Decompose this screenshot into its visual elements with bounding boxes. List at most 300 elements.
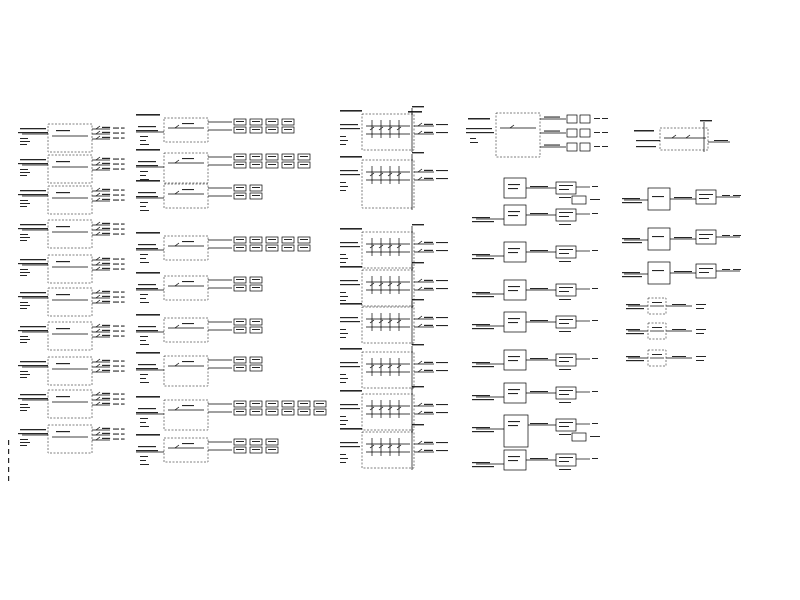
breaker-symbol xyxy=(96,300,100,303)
label-text xyxy=(472,324,490,325)
label-text xyxy=(468,118,490,120)
breaker-symbol xyxy=(175,191,179,194)
label-text xyxy=(508,318,520,319)
label-text xyxy=(508,290,518,291)
label-text xyxy=(20,141,30,142)
label-text xyxy=(18,132,48,133)
label-text xyxy=(284,239,292,240)
label-text xyxy=(121,429,125,430)
label-text xyxy=(340,182,346,183)
panel-col1-4 xyxy=(18,220,125,248)
label-text xyxy=(113,264,119,265)
label-text xyxy=(340,300,346,301)
panel-col4-5 xyxy=(472,312,598,332)
label-text xyxy=(140,426,149,427)
label-text xyxy=(340,366,360,367)
label-text xyxy=(699,234,713,235)
label-text xyxy=(472,292,490,293)
breaker-symbol xyxy=(418,411,422,414)
label-text xyxy=(696,333,704,334)
panel-col1-1 xyxy=(18,124,125,152)
label-text xyxy=(472,399,494,400)
label-text xyxy=(20,206,27,207)
label-text xyxy=(138,284,156,285)
label-text xyxy=(696,308,704,309)
panel-col5b-1 xyxy=(626,298,706,314)
label-text xyxy=(592,423,598,424)
label-text xyxy=(20,336,28,337)
label-text xyxy=(20,429,46,430)
panel-col1-6 xyxy=(18,288,125,316)
label-text xyxy=(18,398,48,399)
label-text xyxy=(102,127,110,128)
label-text xyxy=(138,408,156,409)
enclosure xyxy=(48,357,92,385)
enclosure xyxy=(48,220,92,248)
panel-col5b-3 xyxy=(626,350,706,366)
label-text xyxy=(300,403,308,404)
enclosure xyxy=(648,188,670,210)
label-text xyxy=(424,325,433,326)
breaker-symbol xyxy=(96,188,100,191)
label-text xyxy=(140,294,148,295)
label-text xyxy=(559,189,569,190)
label-text xyxy=(136,368,158,369)
enclosure xyxy=(48,425,92,453)
label-text xyxy=(424,124,433,125)
label-text xyxy=(699,194,713,195)
label-text xyxy=(140,382,149,383)
panel-col5-top xyxy=(634,120,730,152)
breaker-symbol xyxy=(96,397,100,400)
enclosure xyxy=(362,307,414,343)
breaker-symbol xyxy=(96,290,100,293)
label-text xyxy=(136,149,160,151)
label-text xyxy=(113,302,119,303)
label-text xyxy=(113,371,119,372)
enclosure xyxy=(556,354,576,366)
label-text xyxy=(102,330,110,331)
label-text xyxy=(436,132,448,133)
label-text xyxy=(121,394,125,395)
label-text xyxy=(530,213,548,214)
enclosure xyxy=(572,196,586,204)
label-text xyxy=(340,382,346,383)
label-text xyxy=(113,399,119,400)
label-text xyxy=(8,458,9,463)
label-text xyxy=(121,269,125,270)
label-text xyxy=(412,299,424,300)
enclosure xyxy=(696,190,716,204)
label-text xyxy=(102,370,110,371)
label-text xyxy=(699,268,713,269)
label-text xyxy=(236,287,244,288)
label-text xyxy=(8,440,9,445)
enclosure xyxy=(164,276,208,300)
label-text xyxy=(436,250,448,251)
label-text xyxy=(700,120,712,121)
label-text xyxy=(340,446,360,447)
label-text xyxy=(268,441,276,442)
label-text xyxy=(436,404,448,405)
label-text xyxy=(252,187,260,188)
breaker-symbol xyxy=(96,402,100,405)
label-text xyxy=(252,156,260,157)
panel-col4-6 xyxy=(472,350,598,370)
label-text xyxy=(592,250,598,251)
breaker-symbol xyxy=(418,123,422,126)
panel-col5b-2 xyxy=(626,323,706,339)
label-text xyxy=(20,371,28,372)
label-text xyxy=(113,434,119,435)
enclosure xyxy=(580,129,590,137)
label-text xyxy=(559,469,571,470)
label-text xyxy=(424,178,433,179)
label-text xyxy=(121,399,125,400)
label-text xyxy=(102,360,110,361)
enclosure xyxy=(580,115,590,123)
label-text xyxy=(508,425,518,426)
label-text xyxy=(300,164,308,165)
label-text xyxy=(113,200,119,201)
label-text xyxy=(113,326,119,327)
label-text xyxy=(340,408,360,409)
panel-col1-9 xyxy=(18,390,125,418)
label-text xyxy=(530,358,548,359)
label-text xyxy=(408,111,422,113)
label-text xyxy=(182,158,194,159)
label-text xyxy=(340,374,346,375)
label-text xyxy=(113,269,119,270)
label-text xyxy=(20,275,27,276)
label-text xyxy=(559,457,573,458)
label-text xyxy=(113,229,119,230)
label-text xyxy=(508,389,520,390)
label-text xyxy=(140,422,146,423)
label-text xyxy=(138,446,156,447)
enclosure xyxy=(648,262,670,284)
label-text xyxy=(722,235,730,236)
panel-col2-7 xyxy=(136,352,262,386)
label-text xyxy=(268,239,276,240)
label-text xyxy=(340,186,348,187)
label-text xyxy=(236,279,244,280)
breaker-symbol xyxy=(418,449,422,452)
label-text xyxy=(252,247,260,248)
label-text xyxy=(268,449,276,450)
label-text xyxy=(113,404,119,405)
breaker-symbol xyxy=(96,227,100,230)
label-text xyxy=(530,423,548,424)
enclosure xyxy=(48,155,92,183)
label-text xyxy=(140,254,148,255)
enclosure xyxy=(48,124,92,152)
label-text xyxy=(340,174,360,175)
label-text xyxy=(121,259,125,260)
label-text xyxy=(544,145,560,146)
label-text xyxy=(622,242,642,243)
breaker-symbol xyxy=(96,126,100,129)
label-text xyxy=(252,321,260,322)
label-text xyxy=(140,344,149,345)
label-text xyxy=(20,292,46,293)
label-text xyxy=(508,456,520,457)
label-text xyxy=(113,297,119,298)
label-text xyxy=(470,138,476,139)
breaker-symbol xyxy=(418,241,422,244)
label-text xyxy=(340,329,346,330)
label-text xyxy=(113,429,119,430)
label-text xyxy=(20,305,30,306)
label-text xyxy=(236,239,244,240)
label-text xyxy=(412,386,424,387)
label-text xyxy=(18,228,48,229)
label-text xyxy=(508,188,518,189)
label-text xyxy=(136,272,160,274)
label-text xyxy=(121,361,125,362)
label-text xyxy=(102,263,110,264)
panel-col3-3 xyxy=(340,224,448,270)
breaker-symbol xyxy=(175,125,179,128)
label-text xyxy=(121,200,125,201)
label-text xyxy=(340,333,348,334)
label-text xyxy=(508,360,518,361)
label-text xyxy=(102,199,110,200)
label-text xyxy=(466,128,492,129)
label-text xyxy=(412,224,424,225)
enclosure xyxy=(504,415,528,447)
panel-col3-1 xyxy=(340,106,448,152)
label-text xyxy=(340,348,362,350)
label-text xyxy=(699,238,709,239)
label-text xyxy=(424,442,433,443)
breaker-symbol xyxy=(418,324,422,327)
label-text xyxy=(252,329,260,330)
label-text xyxy=(121,331,125,332)
enclosure xyxy=(556,387,576,399)
panel-col5-1 xyxy=(622,188,741,210)
label-text xyxy=(268,247,276,248)
label-text xyxy=(113,169,119,170)
label-text xyxy=(424,370,433,371)
label-text xyxy=(300,411,308,412)
label-text xyxy=(559,261,571,262)
label-text xyxy=(696,356,706,357)
enclosure xyxy=(556,246,576,258)
label-text xyxy=(20,374,30,375)
label-text xyxy=(472,366,494,367)
enclosure xyxy=(362,232,414,268)
label-text xyxy=(18,163,48,164)
panel-col4-9 xyxy=(472,450,598,470)
label-text xyxy=(472,221,494,222)
panel-col4-top xyxy=(466,113,608,157)
label-text xyxy=(18,330,48,331)
label-text xyxy=(121,439,125,440)
label-text xyxy=(20,326,46,327)
label-text xyxy=(121,164,125,165)
breaker-symbol xyxy=(418,177,422,180)
enclosure xyxy=(48,288,92,316)
label-text xyxy=(20,361,46,362)
breaker-symbol xyxy=(418,403,422,406)
label-text xyxy=(636,140,660,141)
enclosure xyxy=(164,236,208,260)
label-text xyxy=(136,434,160,436)
label-text xyxy=(236,164,244,165)
label-text xyxy=(412,344,424,345)
label-text xyxy=(634,130,654,132)
label-text xyxy=(102,398,110,399)
breaker-symbol xyxy=(96,193,100,196)
label-text xyxy=(102,335,110,336)
label-text xyxy=(300,239,308,240)
breaker-symbol xyxy=(175,407,179,410)
label-text xyxy=(136,288,158,289)
label-text xyxy=(113,128,119,129)
label-text xyxy=(136,248,158,249)
panel-col2-8 xyxy=(136,396,326,430)
label-text xyxy=(236,321,244,322)
label-text xyxy=(559,197,571,198)
label-text xyxy=(20,200,28,201)
label-text xyxy=(268,129,276,130)
label-text xyxy=(594,118,600,119)
label-text xyxy=(140,140,146,141)
label-text xyxy=(508,460,518,461)
label-text xyxy=(424,450,433,451)
label-text xyxy=(340,321,360,322)
label-text xyxy=(699,198,709,199)
label-text xyxy=(300,247,308,248)
label-text xyxy=(121,264,125,265)
label-text xyxy=(436,412,448,413)
enclosure xyxy=(556,284,576,296)
breaker-symbol xyxy=(418,361,422,364)
label-text xyxy=(424,317,433,318)
label-text xyxy=(182,123,194,124)
panel-col2-1 xyxy=(136,114,294,145)
label-text xyxy=(140,144,149,145)
label-text xyxy=(102,438,110,439)
label-text xyxy=(530,250,548,251)
label-text xyxy=(340,124,358,125)
label-text xyxy=(113,138,119,139)
breaker-symbol xyxy=(96,359,100,362)
breaker-symbol xyxy=(96,295,100,298)
label-text xyxy=(20,302,28,303)
label-text xyxy=(140,258,146,259)
label-text xyxy=(340,258,348,259)
label-text xyxy=(530,186,548,187)
label-text xyxy=(340,454,346,455)
label-text xyxy=(284,121,292,122)
label-text xyxy=(102,189,110,190)
label-text xyxy=(252,239,260,240)
breaker-symbol xyxy=(418,279,422,282)
label-text xyxy=(340,303,362,305)
breaker-symbol xyxy=(96,329,100,332)
label-text xyxy=(340,428,362,430)
label-text xyxy=(652,327,662,328)
label-text xyxy=(340,254,346,255)
label-text xyxy=(113,361,119,362)
panel-col4-7 xyxy=(472,383,598,403)
label-text xyxy=(140,175,146,176)
label-text xyxy=(594,132,600,133)
label-text xyxy=(436,242,448,243)
enclosure xyxy=(362,160,414,208)
enclosure xyxy=(556,316,576,328)
label-text xyxy=(592,358,598,359)
label-text xyxy=(590,199,600,200)
label-text xyxy=(20,404,28,405)
label-text xyxy=(559,212,573,213)
enclosure xyxy=(696,264,716,278)
label-text xyxy=(559,253,569,254)
label-text xyxy=(508,356,520,357)
label-text xyxy=(674,197,692,198)
label-text xyxy=(121,371,125,372)
label-text xyxy=(559,361,569,362)
label-text xyxy=(236,441,244,442)
panel-col2-2 xyxy=(136,149,310,183)
panel-col5-2 xyxy=(622,228,741,250)
label-text xyxy=(602,118,608,119)
label-text xyxy=(622,198,640,199)
panel-col3-5 xyxy=(340,299,448,345)
label-text xyxy=(138,126,156,127)
breaker-symbol xyxy=(96,262,100,265)
label-text xyxy=(268,411,276,412)
label-text xyxy=(340,246,360,247)
label-text xyxy=(592,320,598,321)
label-text xyxy=(182,241,194,242)
label-text xyxy=(252,129,260,130)
label-text xyxy=(530,458,548,459)
label-text xyxy=(559,323,569,324)
label-text xyxy=(140,302,149,303)
label-text xyxy=(252,441,260,442)
enclosure xyxy=(648,228,670,250)
label-text xyxy=(102,393,110,394)
label-text xyxy=(674,237,692,238)
label-text xyxy=(56,431,70,432)
label-text xyxy=(636,146,656,147)
enclosure xyxy=(164,184,208,208)
label-text xyxy=(20,169,28,170)
panel-col1-7 xyxy=(18,322,125,350)
label-text xyxy=(436,178,448,179)
label-text xyxy=(592,288,598,289)
label-text xyxy=(733,235,741,236)
breaker-symbol xyxy=(175,283,179,286)
label-text xyxy=(466,132,494,133)
label-text xyxy=(626,333,644,334)
label-text xyxy=(340,228,362,230)
label-text xyxy=(102,137,110,138)
label-text xyxy=(424,250,433,251)
label-text xyxy=(622,272,640,273)
label-text xyxy=(652,354,662,355)
label-text xyxy=(102,403,110,404)
enclosure xyxy=(567,143,577,151)
label-text xyxy=(236,156,244,157)
label-text xyxy=(8,449,9,454)
label-text xyxy=(18,263,48,264)
label-text xyxy=(182,323,194,324)
label-text xyxy=(340,140,348,141)
